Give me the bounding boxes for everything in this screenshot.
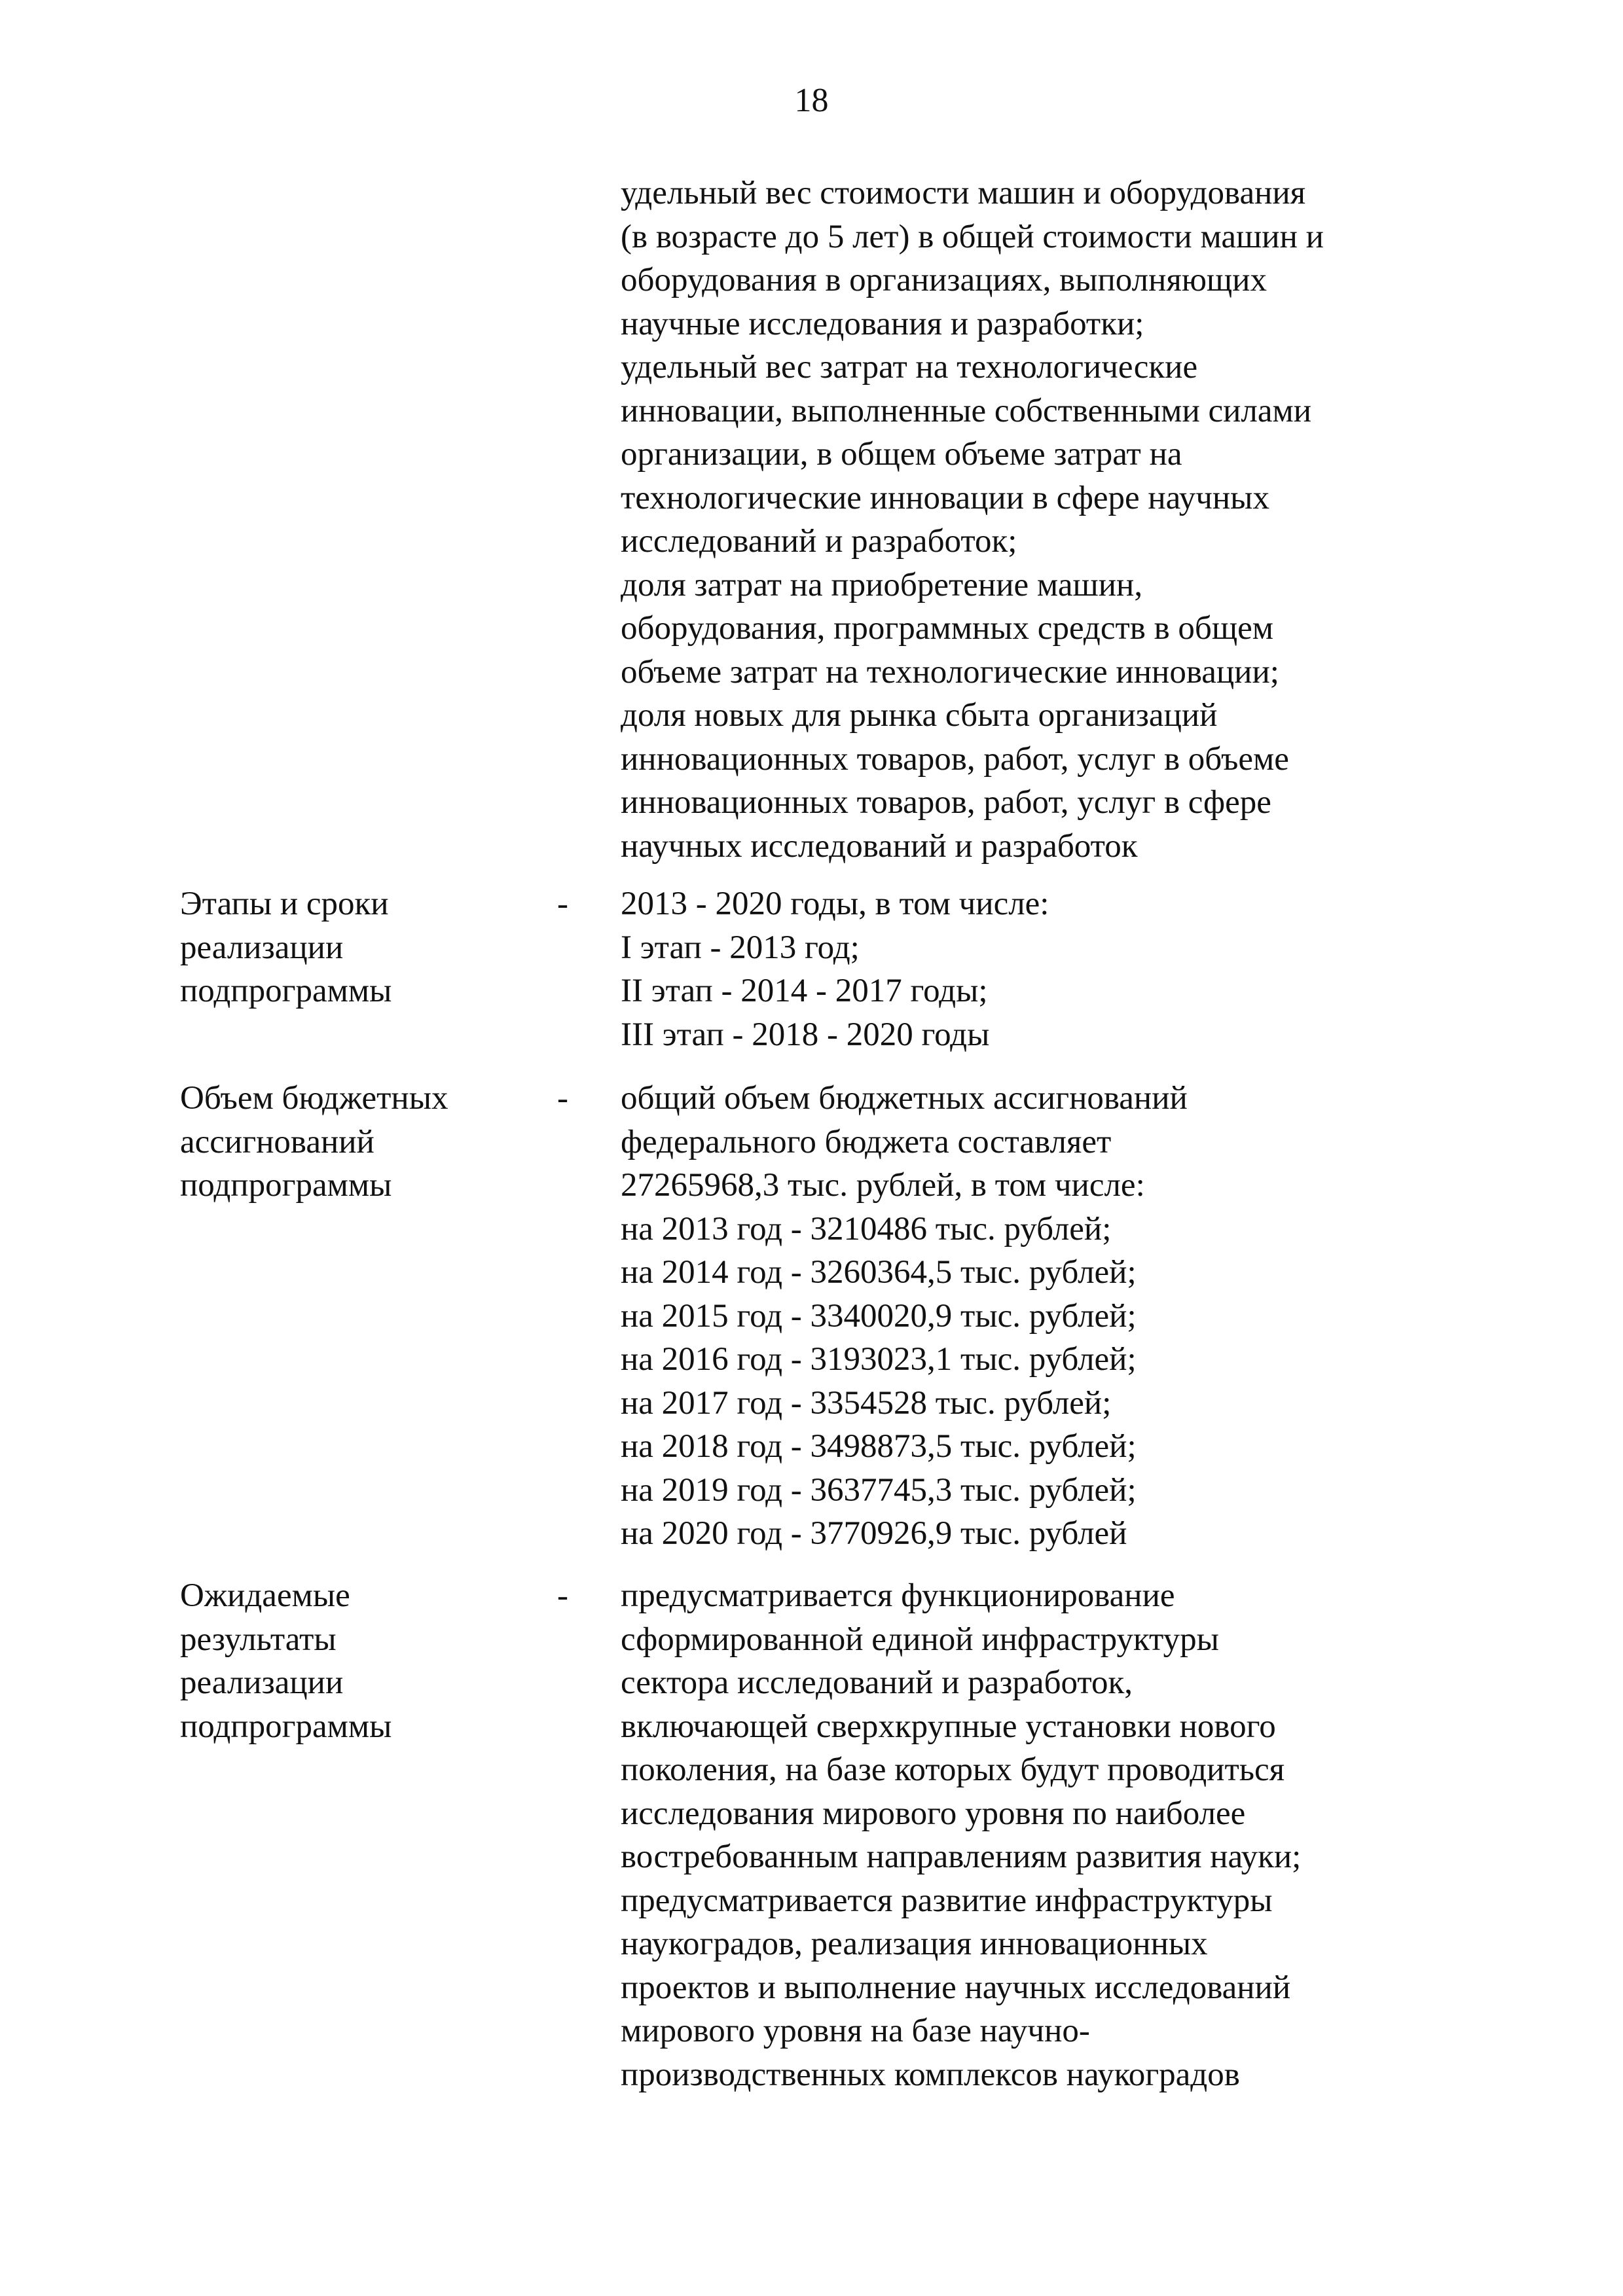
value-line: мирового уровня на базе научно-: [621, 2013, 1090, 2049]
section-label: [180, 1574, 520, 1748]
value-line: федерального бюджета составляет: [621, 1123, 1112, 1160]
label-line: Ожидаемые: [180, 1577, 350, 1614]
text-line: научных исследований и разработок: [621, 827, 1138, 865]
separator-dash: -: [557, 886, 568, 922]
label-line: Этапы и сроки: [180, 886, 389, 922]
label-line: ассигнований: [180, 1123, 374, 1160]
label-line: подпрограммы: [180, 1708, 392, 1745]
page-number: 18: [794, 82, 829, 119]
indicators-text: [621, 171, 1498, 868]
value-line: поколения, на базе которых будут проводиться: [621, 1751, 1285, 1788]
value-line: проектов и выполнение научных исследований: [621, 1969, 1291, 2006]
label-line: подпрограммы: [180, 1167, 392, 1204]
value-line: сектора исследований и разработок,: [621, 1664, 1133, 1701]
label-line: подпрограммы: [180, 973, 392, 1009]
value-line: исследования мирового уровня по наиболее: [621, 1795, 1246, 1832]
section-value: [621, 882, 1498, 1056]
separator-dash: -: [557, 1577, 568, 1614]
value-line: I этап - 2013 год;: [621, 929, 860, 966]
value-line: предусматривается функционирование: [621, 1577, 1175, 1614]
text-line: организации, в общем объеме затрат на: [621, 436, 1182, 473]
text-line: оборудования, программных средств в общем: [621, 610, 1274, 647]
text-line: (в возрасте до 5 лет) в общей стоимости машин и: [621, 218, 1324, 255]
section-value: [621, 1574, 1498, 2096]
separator-dash: -: [557, 1080, 568, 1117]
value-line: предусматривается развитие инфраструктуры: [621, 1882, 1273, 1919]
text-line: технологические инновации в сфере научных: [621, 479, 1269, 516]
text-line: удельный вес затрат на технологические: [621, 349, 1198, 386]
label-line: реализации: [180, 1664, 344, 1701]
label-line: результаты: [180, 1621, 337, 1658]
value-line: сформированной единой инфраструктуры: [621, 1621, 1219, 1658]
text-line: инновационных товаров, работ, услуг в сфере: [621, 784, 1271, 821]
value-line: востребованным направлениям развития науки;: [621, 1839, 1302, 1875]
text-line: оборудования в организациях, выполняющих: [621, 262, 1267, 298]
value-line: 2013 - 2020 годы, в том числе:: [621, 886, 1049, 922]
label-line: Объем бюджетных: [180, 1080, 448, 1117]
value-line: на 2017 год - 3354528 тыс. рублей;: [621, 1384, 1112, 1422]
value-line: на 2018 год - 3498873,5 тыс. рублей;: [621, 1428, 1137, 1465]
section-label: [180, 882, 520, 1013]
text-line: научные исследования и разработки;: [621, 305, 1144, 342]
value-line: на 2020 год - 3770926,9 тыс. рублей: [621, 1515, 1127, 1552]
value-line: наукоградов, реализация инновационных: [621, 1926, 1208, 1962]
value-line: 27265968,3 тыс. рублей, в том числе:: [621, 1167, 1145, 1204]
value-line: производственных комплексов наукоградов: [621, 2056, 1240, 2093]
value-line: включающей сверхкрупные установки нового: [621, 1708, 1276, 1745]
text-line: доля затрат на приобретение машин,: [621, 566, 1143, 603]
text-line: исследований и разработок;: [621, 523, 1017, 560]
value-line: на 2014 год - 3260364,5 тыс. рублей;: [621, 1254, 1137, 1291]
value-line: общий объем бюджетных ассигнований: [621, 1080, 1188, 1117]
section-value: [621, 1077, 1498, 1556]
value-line: на 2016 год - 3193023,1 тыс. рублей;: [621, 1341, 1137, 1378]
value-line: III этап - 2018 - 2020 годы: [621, 1016, 990, 1053]
text-line: доля новых для рынка сбыта организаций: [621, 697, 1218, 734]
text-line: инновации, выполненные собственными силами: [621, 392, 1312, 429]
label-line: реализации: [180, 929, 344, 966]
text-line: удельный вес стоимости машин и оборудования: [621, 175, 1306, 211]
section-label: [180, 1077, 520, 1208]
text-line: инновационных товаров, работ, услуг в объеме: [621, 740, 1289, 778]
text-line: объеме затрат на технологические инновации;: [621, 653, 1279, 691]
value-line: на 2013 год - 3210486 тыс. рублей;: [621, 1210, 1112, 1247]
value-line: II этап - 2014 - 2017 годы;: [621, 973, 988, 1009]
value-line: на 2019 год - 3637745,3 тыс. рублей;: [621, 1471, 1137, 1509]
value-line: на 2015 год - 3340020,9 тыс. рублей;: [621, 1297, 1137, 1335]
